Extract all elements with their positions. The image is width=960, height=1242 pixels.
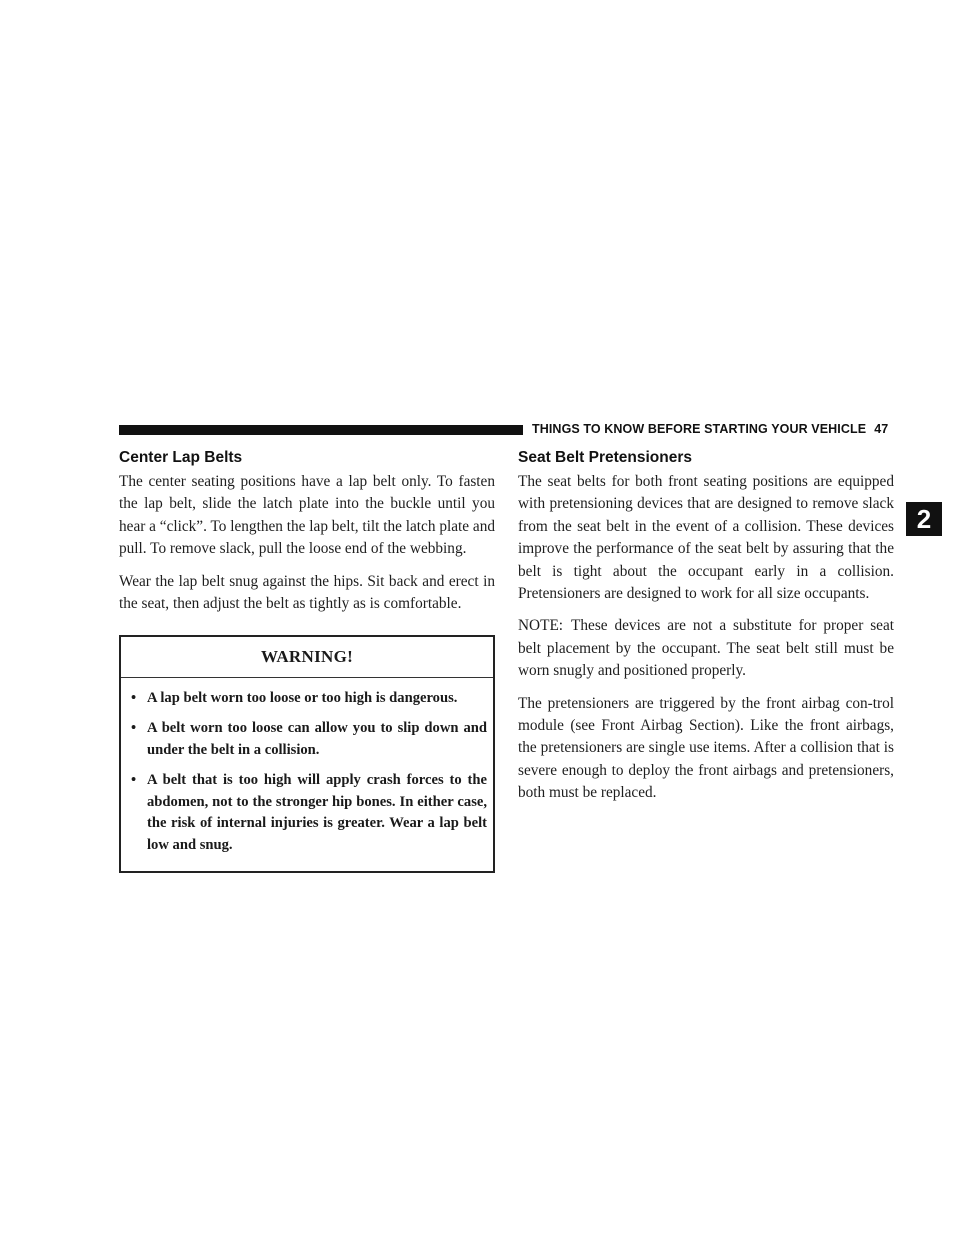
bullet-icon: • (131, 690, 137, 707)
note-label: NOTE: (518, 617, 564, 635)
bullet-icon: • (131, 720, 137, 737)
section-heading-center-lap-belts: Center Lap Belts (119, 449, 243, 466)
warning-item-text: A belt that is too high will apply crash forces to the abdomen, not to the stronger hip bones. In either case, the risk of internal injuries is greater. Wear a lap belt low and snug. (147, 771, 487, 854)
note-text: These devices are not a substitute for proper seat belt placement by the occupant. The seat belt still must be worn snugly and positioned properly. (518, 617, 894, 680)
warning-item (131, 770, 487, 857)
note-paragraph (518, 615, 894, 682)
right-column (518, 449, 894, 815)
paragraph: The pretensioners are triggered by the front airbag con-trol module (see Front Airbag Section). Like the front airbags, the pretensioners are single use items. After a collision that is severe enough to deploy the front airbags and pretensioners, both must be replaced. (518, 694, 894, 802)
warning-item (131, 718, 487, 762)
running-head-title: THINGS TO KNOW BEFORE STARTING YOUR VEHICLE (532, 422, 867, 436)
paragraph: Wear the lap belt snug against the hips. Sit back and erect in the seat, then adjust the belt as tightly as is comfortable. (119, 572, 495, 613)
warning-title: WARNING! (121, 637, 493, 678)
warning-item-text: A belt worn too loose can allow you to slip down and under the belt in a collision. (147, 720, 487, 759)
warning-item-text: A lap belt worn too loose or too high is dangerous. (147, 690, 458, 707)
warning-box (119, 635, 495, 873)
running-head (532, 422, 912, 436)
warning-list (121, 678, 493, 871)
chapter-tab: 2 (906, 502, 942, 536)
page-number: 47 (874, 422, 889, 436)
paragraph: The seat belts for both front seating positions are equipped with pretensioning devices that are designed to remove slack from the seat belt in the event of a collision. These devices improve the performance of the seat belt by assuring that the belt is tight about the occupant early in a collision. Pretensioners are designed to work for all size occupants. (518, 473, 894, 603)
warning-item (131, 688, 487, 710)
left-column (119, 449, 495, 873)
bullet-icon: • (131, 771, 137, 788)
paragraph: The center seating positions have a lap belt only. To fasten the lap belt, slide the latch plate into the buckle until you hear a “click”. To lengthen the lap belt, tilt the latch plate and pull. To remove slack, pull the loose end of the webbing. (119, 473, 495, 558)
header-rule (119, 425, 523, 435)
section-heading-seat-belt-pretensioners: Seat Belt Pretensioners (518, 449, 693, 466)
